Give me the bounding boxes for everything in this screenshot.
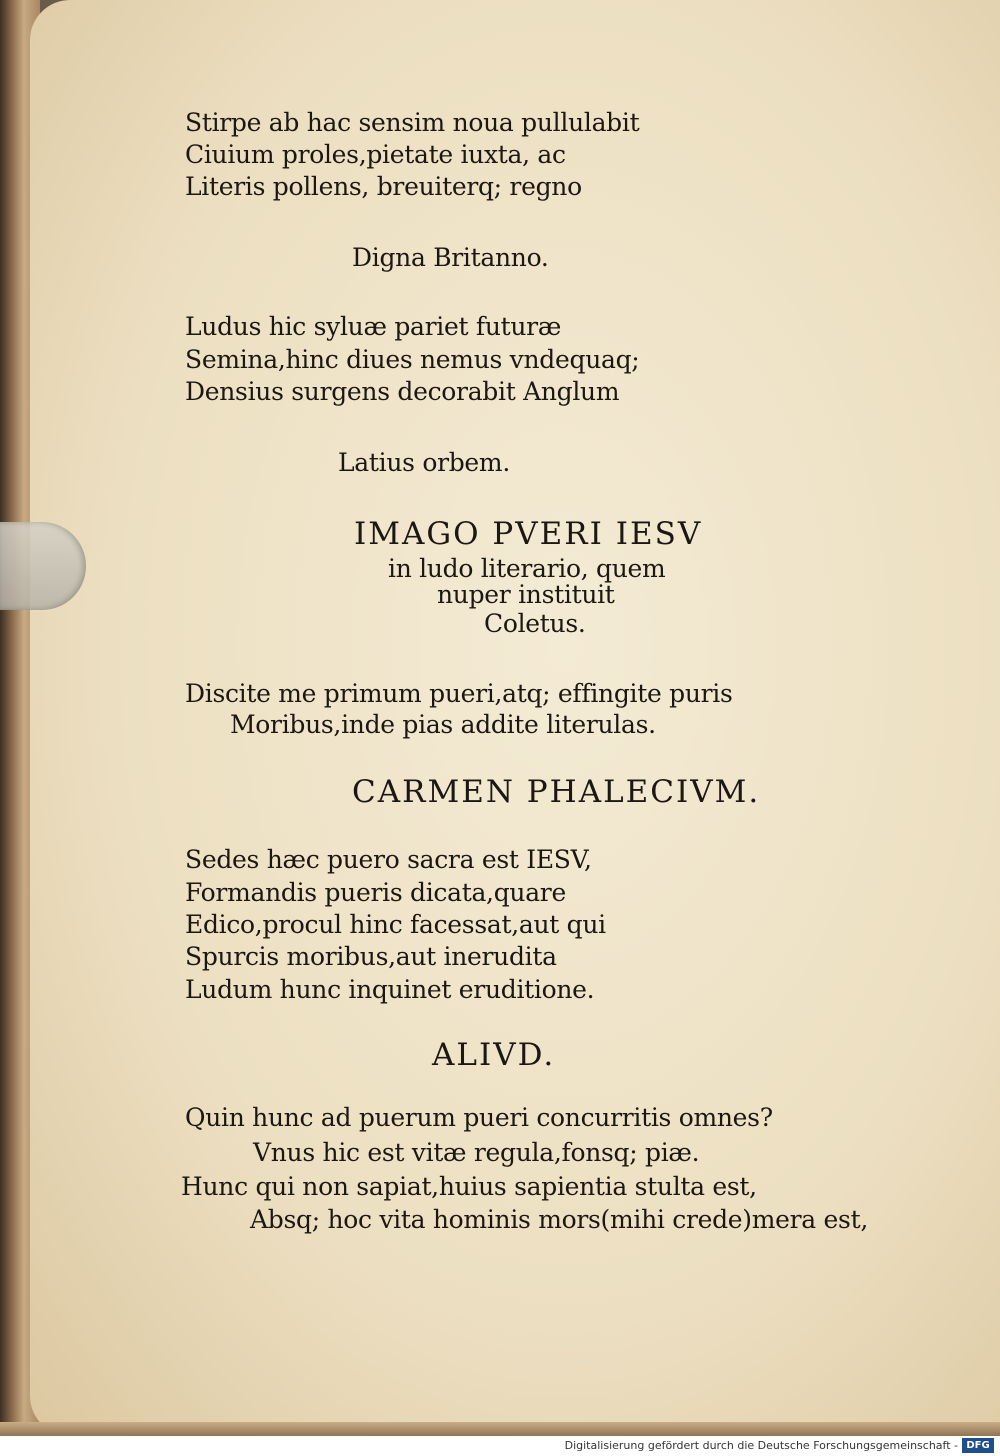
verse-line: Semina,hinc diues nemus vndequaq;	[185, 345, 640, 374]
phalecium-line: Edico,procul hinc facessat,aut qui	[185, 910, 606, 939]
distich-line: Moribus,inde pias addite literulas.	[230, 710, 656, 739]
aliud-line: Quin hunc ad puerum pueri concurritis omnes?	[185, 1103, 773, 1132]
subheading-line: nuper instituit	[437, 580, 615, 609]
verse-line: Stirpe ab hac sensim noua pullulabit	[185, 108, 640, 137]
phalecium-line: Ludum hunc inquinet eruditione.	[185, 975, 595, 1004]
heading-aliud: ALIVD.	[432, 1037, 556, 1073]
phalecium-line: Spurcis moribus,aut inerudita	[185, 942, 557, 971]
page-bottom-edge	[0, 1422, 1000, 1436]
verse-line: Latius orbem.	[338, 448, 510, 477]
aliud-line: Absq; hoc vita hominis mors(mihi crede)mera est,	[250, 1205, 868, 1234]
heading-imago: IMAGO PVERI IESV	[354, 516, 703, 552]
phalecium-line: Formandis pueris dicata,quare	[185, 878, 566, 907]
verse-line: Ludus hic syluæ pariet futuræ	[185, 312, 562, 341]
distich-line: Discite me primum pueri,atq; effingite puris	[185, 679, 733, 708]
footer-credit: Digitalisierung gefördert durch die Deutsche Forschungsgemeinschaft -	[564, 1439, 958, 1452]
verse-line: Digna Britanno.	[352, 243, 549, 272]
page-clip	[0, 522, 86, 610]
verse-line: Ciuium proles,pietate iuxta, ac	[185, 140, 566, 169]
aliud-line: Vnus hic est vitæ regula,fonsq; piæ.	[253, 1138, 700, 1167]
subheading-line: Coletus.	[484, 609, 586, 638]
dfg-logo: DFG	[962, 1438, 994, 1453]
verse-line: Densius surgens decorabit Anglum	[185, 377, 620, 406]
heading-carmen-phalecium: CARMEN PHALECIVM.	[352, 774, 761, 810]
phalecium-line: Sedes hæc puero sacra est IESV,	[185, 845, 592, 874]
subheading-line: in ludo literario, quem	[388, 554, 666, 583]
aliud-line: Hunc qui non sapiat,huius sapientia stulta est,	[181, 1172, 757, 1201]
verse-line: Literis pollens, breuiterq; regno	[185, 172, 582, 201]
